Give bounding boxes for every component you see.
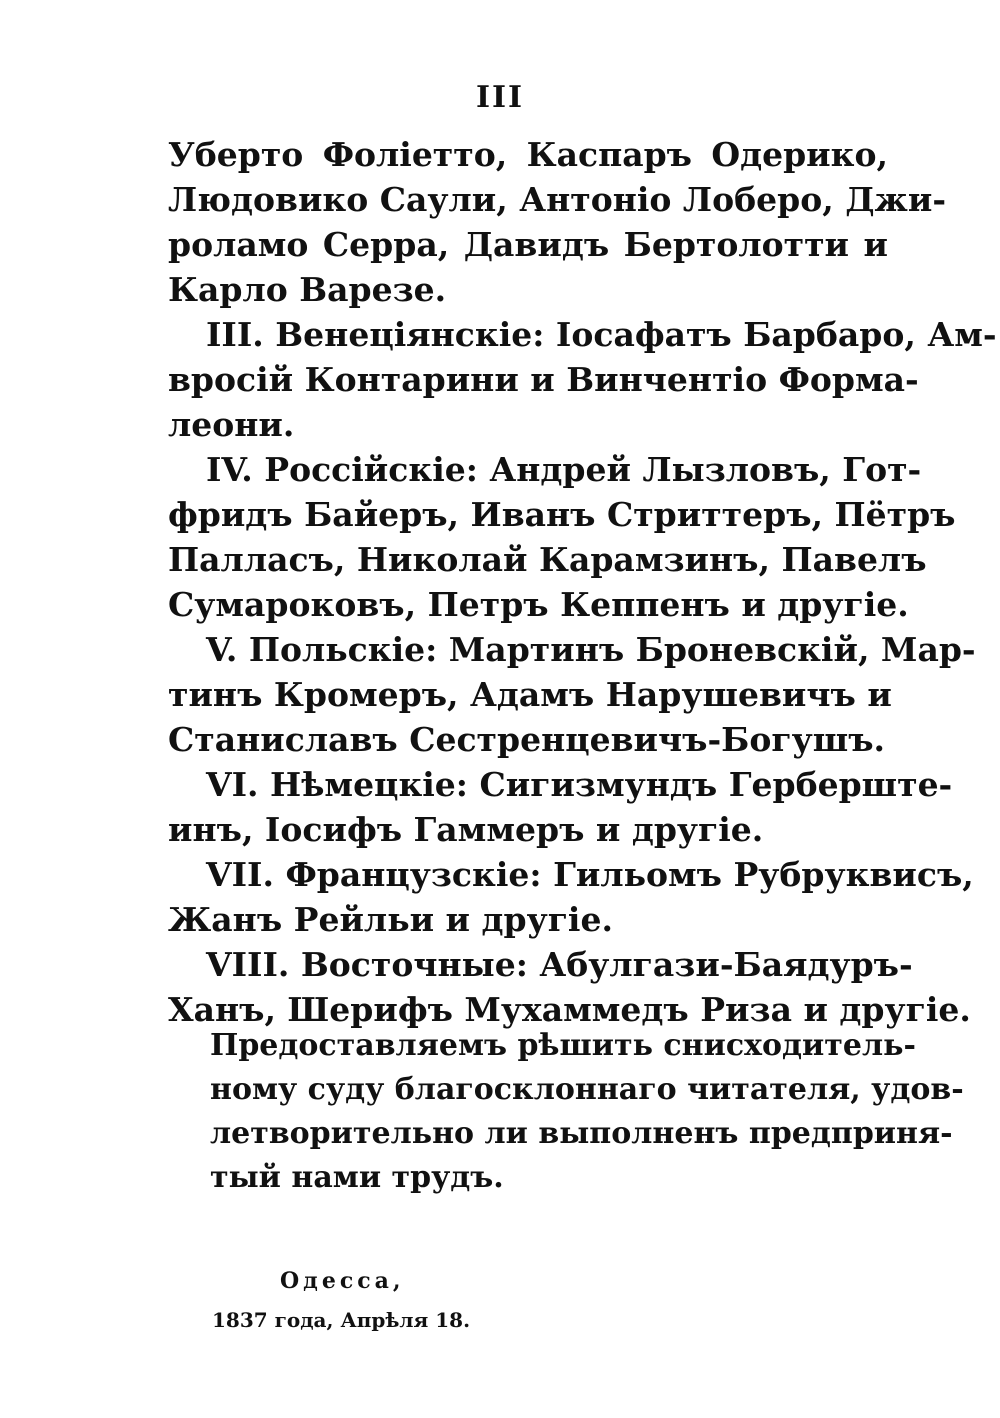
text-line: Предоставляемъ рѣшить снисходитель- (210, 1028, 916, 1063)
text-line: V. Польскiе: Мартинъ Броневскiй, Мар- (206, 630, 976, 669)
text-line: Сумароковъ, Петръ Кеппенъ и другiе. (168, 585, 909, 624)
text-line: Палласъ, Николай Карамзинъ, Павелъ (168, 540, 927, 579)
text-line: леони. (168, 405, 295, 444)
text-line: IV. Россiйскiе: Андрей Лызловъ, Гот- (206, 450, 922, 489)
text-line: VIII. Восточные: Абулгази-Баядуръ- (206, 945, 913, 984)
closing-paragraph (210, 1024, 964, 1200)
signature-place: Одесса, (280, 1268, 405, 1294)
text-line: Карло Варезе. (168, 270, 447, 309)
signature-date: 1837 года, Апрѣля 18. (212, 1308, 471, 1332)
section-oriental (168, 942, 971, 1032)
text-line: летворительно ли выполненъ предприня- (210, 1116, 953, 1151)
text-line: VI. Нѣмецкiе: Сигизмундъ Герберште- (206, 765, 953, 804)
text-line: Станиславъ Сестренцевичъ-Богушъ. (168, 720, 885, 759)
body-text (168, 132, 997, 1032)
text-line: III. Венецiянскiе: Iосафатъ Барбаро, Ам- (206, 315, 997, 354)
text-line: Жанъ Рейльи и другiе. (168, 900, 613, 939)
text-line: VII. Французскiе: Гильомъ Рубруквисъ, (206, 855, 974, 894)
section-french (168, 852, 974, 942)
text-line: Ханъ, Шерифъ Мухаммедъ Риза и другiе. (168, 990, 971, 1029)
text-line: вросiй Контарини и Винчентiо Форма- (168, 360, 919, 399)
text-line: ному суду благосклоннаго читателя, удов- (210, 1072, 964, 1107)
paragraph-continuation (168, 132, 947, 312)
page-number: III (475, 80, 525, 115)
section-russian (168, 447, 956, 627)
text-line: Уберто Фолiетто, Каспаръ Одерико, (168, 135, 888, 174)
section-polish (168, 627, 976, 762)
text-line: инъ, Iосифъ Гаммеръ и другiе. (168, 810, 764, 849)
text-line: Людовико Саули, Антонiо Лоберо, Джи- (168, 180, 947, 219)
text-line: тый нами трудъ. (210, 1160, 504, 1195)
text-line: тинъ Кромеръ, Адамъ Нарушевичъ и (168, 675, 892, 714)
text-line: фридъ Байеръ, Иванъ Стриттеръ, Пётръ (168, 495, 956, 534)
section-german (168, 762, 953, 852)
text-line: роламо Серра, Давидъ Бертолотти и (168, 225, 888, 264)
section-venetian (168, 312, 997, 447)
